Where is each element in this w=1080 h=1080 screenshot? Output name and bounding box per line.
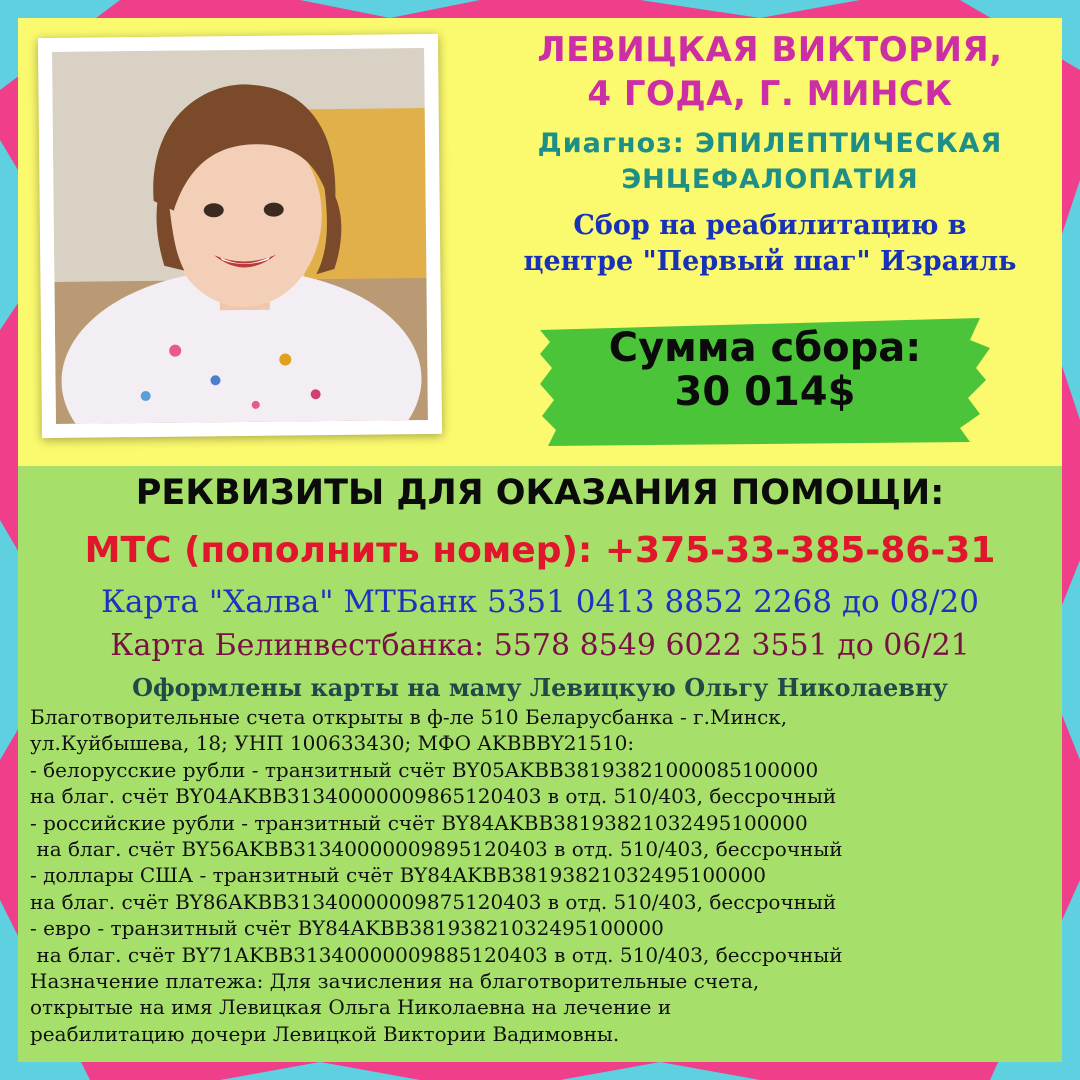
name-line-1: ЛЕВИЦКАЯ ВИКТОРИЯ, [537, 30, 1003, 70]
requisites-title: РЕКВИЗИТЫ ДЛЯ ОКАЗАНИЯ ПОМОЩИ: [135, 473, 945, 513]
bank-line: - российские рубли - транзитный счёт BY84AKBB38193821032495100000 [30, 810, 808, 835]
header-block [470, 28, 1070, 280]
child-photo [52, 48, 428, 424]
child-photo-frame [38, 34, 442, 438]
fundraising-purpose [470, 208, 1070, 280]
bank-details [30, 704, 1070, 1047]
diagnosis-line-2: ЭНЦЕФАЛОПАТИЯ [621, 164, 919, 195]
bank-line: - евро - транзитный счёт BY84AKBB38193821032495100000 [30, 916, 664, 941]
bank-line: на благ. счёт BY04AKBB31340000009865120403 в отд. 510/403, бессрочный [30, 784, 837, 809]
card-halva: Карта "Халва" МТБанк 5351 0413 8852 2268 до 08/20 [101, 584, 979, 620]
sum-block [540, 326, 990, 414]
mts-phone: МТС (пополнить номер): +375-33-385-86-31 [84, 530, 996, 571]
sum-value: 30 014$ [674, 369, 856, 415]
bank-line: реабилитацию дочери Левицкой Виктории Вадимовны. [30, 1021, 620, 1046]
diagnosis [470, 126, 1070, 198]
child-name [470, 28, 1070, 116]
purpose-line-2: центре "Первый шаг" Израиль [523, 246, 1017, 277]
bank-line: Благотворительные счета открыты в ф-ле 510 Беларусбанка - г.Минск, [30, 705, 788, 729]
bank-line: ул.Куйбышева, 18; УНП 100633430; МФО AKBBBY21510: [30, 731, 635, 756]
bank-line: - белорусские рубли - транзитный счёт BY05AKBB38193821000085100000 [30, 757, 819, 782]
bank-line: - доллары США - транзитный счёт BY84AKBB38193821032495100000 [30, 863, 766, 888]
bank-line: на благ. счёт BY56AKBB31340000009895120403 в отд. 510/403, бессрочный [30, 837, 843, 862]
card-owner: Оформлены карты на маму Левицкую Ольгу Николаевну [132, 673, 948, 702]
sum-label: Сумма сбора: [608, 325, 922, 371]
diagnosis-line-1: Диагноз: ЭПИЛЕПТИЧЕСКАЯ [537, 128, 1003, 159]
card-belinvest: Карта Белинвестбанка: 5578 8549 6022 3551 до 06/21 [110, 628, 970, 663]
bank-line: открытые на имя Левицкая Ольга Николаевна на лечение и [30, 995, 672, 1020]
bank-line: Назначение платежа: Для зачисления на благотворительные счета, [30, 969, 760, 994]
name-line-2: 4 ГОДА, Г. МИНСК [587, 74, 953, 114]
purpose-line-1: Сбор на реабилитацию в [573, 210, 967, 241]
bank-line: на благ. счёт BY71AKBB31340000009885120403 в отд. 510/403, бессрочный [30, 942, 843, 967]
bank-line: на благ. счёт BY86AKBB31340000009875120403 в отд. 510/403, бессрочный [30, 889, 837, 914]
